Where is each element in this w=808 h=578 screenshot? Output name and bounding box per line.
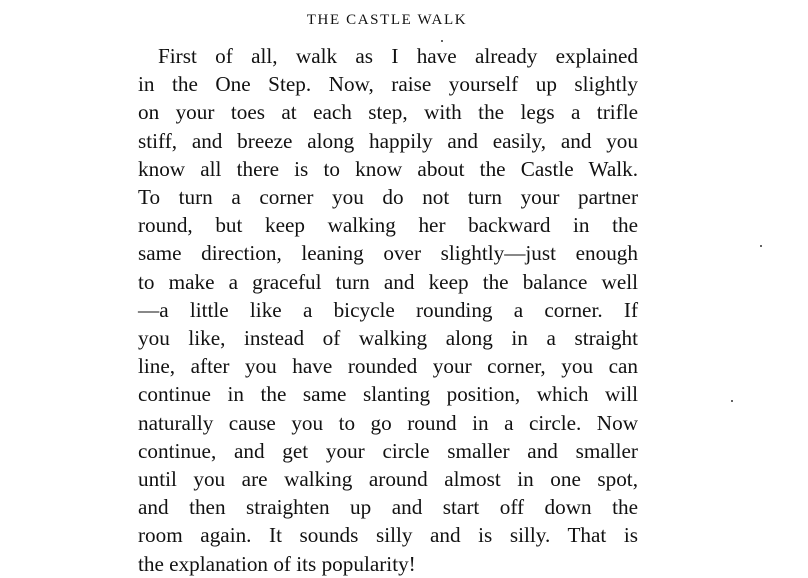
text-line: same direction, leaning over slightly—just enough: [138, 241, 638, 266]
print-speck: [441, 40, 443, 42]
print-speck: [731, 400, 733, 402]
body-paragraph: [138, 42, 638, 578]
text-line: to make a graceful turn and keep the balance well: [138, 269, 638, 294]
text-line: you like, instead of walking along in a straight: [138, 326, 638, 351]
text-line: stiff, and breeze along happily and easily, and you: [138, 128, 638, 153]
text-line: round, but keep walking her backward in the: [138, 213, 638, 238]
text-line: until you are walking around almost in one spot,: [138, 467, 638, 492]
text-line: line, after you have rounded your corner, you can: [138, 354, 638, 379]
text-line: in the One Step. Now, raise yourself up slightly: [138, 72, 638, 97]
text-line: To turn a corner you do not turn your partner: [138, 185, 638, 210]
text-line: continue, and get your circle smaller and smaller: [138, 438, 638, 463]
text-line: on your toes at each step, with the legs a trifle: [138, 100, 638, 125]
text-line: and then straighten up and start off down the: [138, 495, 638, 520]
print-speck: [760, 245, 762, 247]
text-line: the explanation of its popularity!: [138, 551, 416, 576]
text-line: naturally cause you to go round in a circle. Now: [138, 410, 638, 435]
page-heading: THE CASTLE WALK: [306, 12, 468, 28]
text-line: know all there is to know about the Castle Walk.: [138, 156, 638, 181]
text-line: continue in the same slanting position, which will: [138, 382, 638, 407]
text-line: First of all, walk as I have already explained: [158, 44, 638, 68]
text-line: room again. It sounds silly and is silly. That is: [138, 523, 638, 548]
text-line: —a little like a bicycle rounding a corner. If: [138, 297, 638, 322]
